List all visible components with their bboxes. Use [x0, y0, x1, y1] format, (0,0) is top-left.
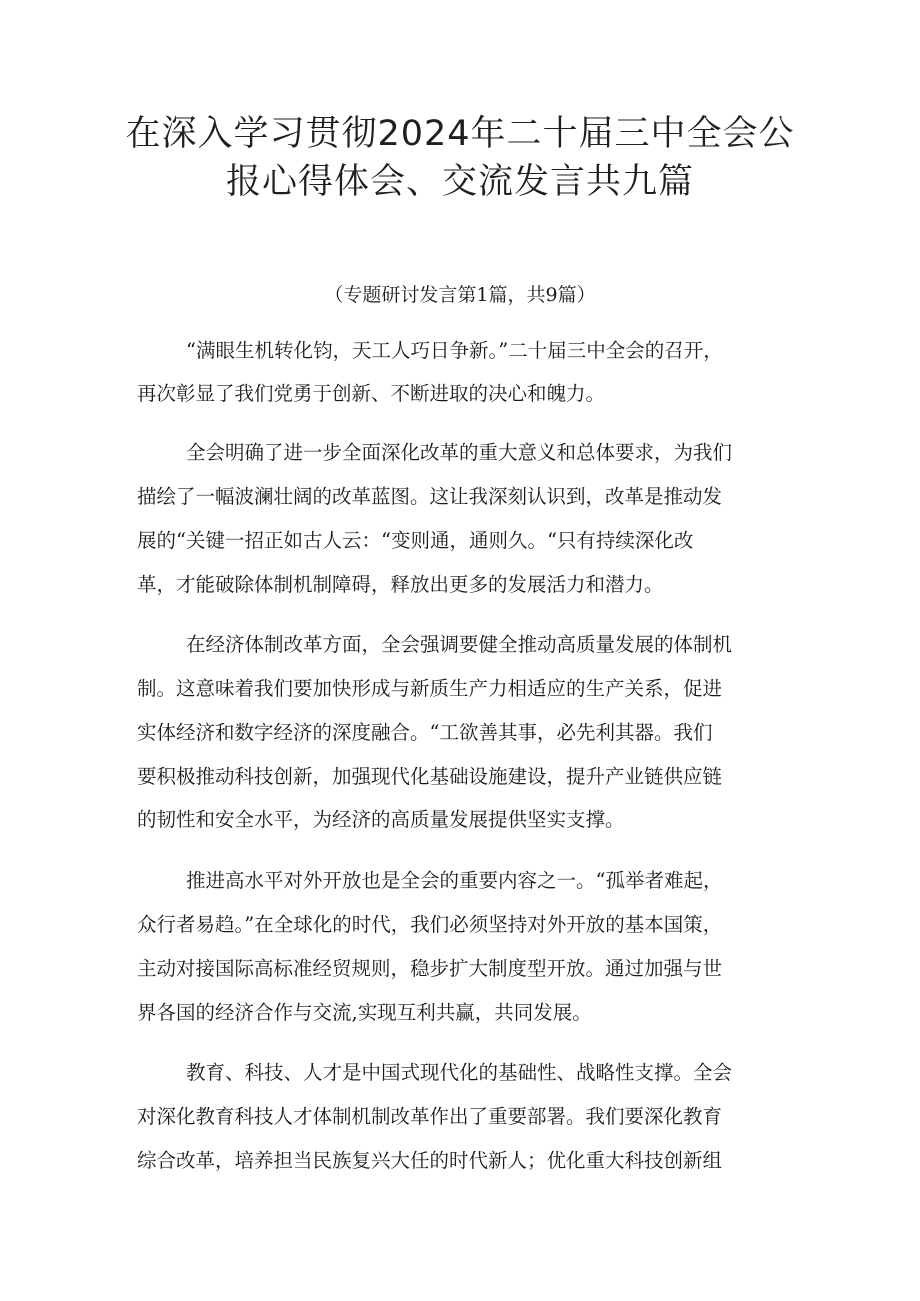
- paragraph-5-line-3: 综合改革，培养担当民族复兴大任的时代新人；优化重大科技创新组: [137, 1149, 723, 1172]
- paragraph-3-line-3: 实体经济和数字经济的深度融合。“工欲善其事，必先利其器。我们: [137, 721, 713, 744]
- paragraph-2-line-1: 全会明确了进一步全面深化改革的重大意义和总体要求，为我们: [186, 441, 733, 464]
- paragraph-2-line-2: 描绘了一幅波澜壮阔的改革蓝图。这让我深刻认识到，改革是推动发: [137, 485, 723, 508]
- paragraph-3-line-2: 制。这意味着我们要加快形成与新质生产力相适应的生产关系，促进: [137, 677, 723, 700]
- paragraph-4-line-4: 界各国的经济合作与交流,实现互利共赢，共同发展。: [137, 1001, 592, 1024]
- paragraph-3-line-4: 要积极推动科技创新，加强现代化基础设施建设，提升产业链供应链: [137, 765, 723, 788]
- paragraph-3-line-1: 在经济体制改革方面，全会强调要健全推动高质量发展的体制机: [186, 633, 733, 656]
- paragraph-2-line-4: 革，才能破除体制机制障碍，释放出更多的发展活力和潜力。: [137, 573, 664, 596]
- paragraph-5-line-1: 教育、科技、人才是中国式现代化的基础性、战略性支撑。全会: [186, 1061, 733, 1084]
- paragraph-4-line-2: 众行者易趋。”在全球化的时代，我们必须坚持对外开放的基本国策，: [137, 913, 723, 936]
- paragraph-2-line-3: 展的“关键一招正如古人云：“变则通，通则久。“只有持续深化改: [137, 529, 694, 552]
- paragraph-5-line-2: 对深化教育科技人才体制机制改革作出了重要部署。我们要深化教育: [137, 1105, 723, 1128]
- document-subtitle: （专题研讨发言第1篇，共9篇）: [324, 284, 596, 306]
- paragraph-1-line-2: 再次彰显了我们党勇于创新、不断进取的决心和魄力。: [137, 382, 606, 405]
- document-title-line-2: 报心得体会、交流发言共九篇: [225, 162, 694, 202]
- document-title-line-1: 在深入学习贯彻2024年二十届三中全会公: [125, 114, 795, 154]
- paragraph-4-line-3: 主动对接国际高标准经贸规则，稳步扩大制度型开放。通过加强与世: [137, 957, 723, 980]
- paragraph-4-line-1: 推进高水平对外开放也是全会的重要内容之一。“孤举者难起，: [186, 869, 723, 892]
- paragraph-3-line-5: 的韧性和安全水平，为经济的高质量发展提供坚实支撑。: [137, 808, 625, 831]
- paragraph-1-line-1: “满眼生机转化钧，天工人巧日争新。”二十届三中全会的召开，: [186, 339, 723, 362]
